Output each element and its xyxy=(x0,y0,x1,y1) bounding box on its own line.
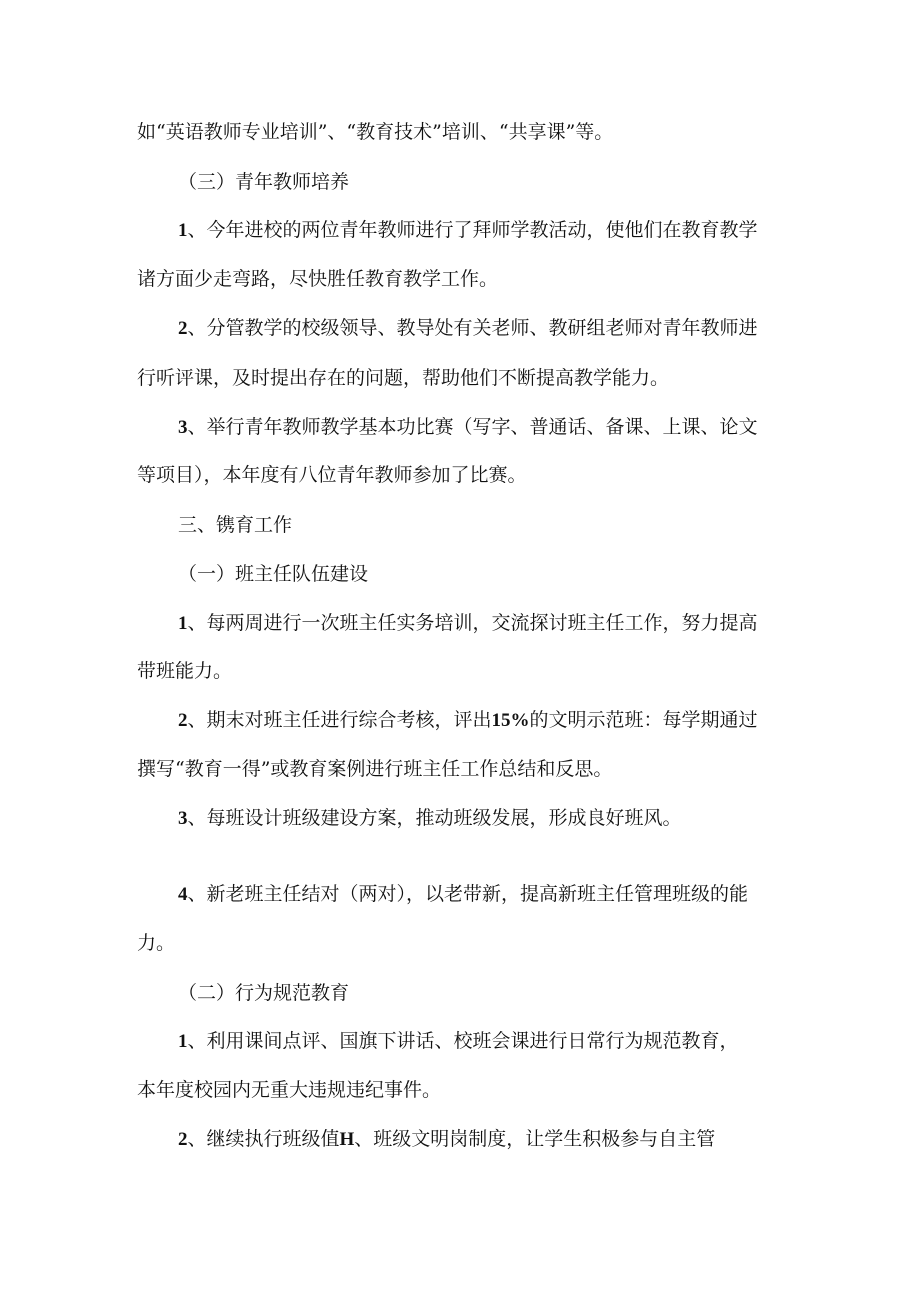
line-text: 、班级文明岗制度，让学生积极参与自主管 xyxy=(354,1128,716,1150)
paragraph-line xyxy=(137,118,613,146)
list-item-line xyxy=(178,1125,715,1154)
heading-text: （二）行为规范教育 xyxy=(178,982,350,1004)
list-item-line xyxy=(178,216,758,245)
subsection-heading xyxy=(178,979,349,1007)
item-number: 1 xyxy=(178,220,188,241)
list-item-line xyxy=(178,706,758,735)
line-text: 、新老班主任结对（两对），以老带新，提高新班主任管理班级的能 xyxy=(187,883,749,905)
heading-text: 三、镌育工作 xyxy=(178,514,293,536)
line-text: 、期末对班主任进行综合考核，评出 xyxy=(187,709,492,731)
item-number: 1 xyxy=(178,1031,188,1052)
list-item-line xyxy=(178,804,682,833)
item-number: 2 xyxy=(178,710,188,731)
list-item-line xyxy=(178,880,748,909)
line-text: 如“英语教师专业培训”、“教育技术”培训、“共享课”等。 xyxy=(137,121,614,143)
subsection-heading xyxy=(178,168,349,196)
line-text: 、利用课间点评、国旗下讲话、校班会课进行日常行为规范教育， xyxy=(187,1030,739,1052)
line-text: 行听评课，及时提出存在的问题，帮助他们不断提高教学能力。 xyxy=(137,367,670,389)
line-text: 、每班设计班级建设方案，推动班级发展，形成良好班风。 xyxy=(187,807,682,829)
percentage-value: 15% xyxy=(491,710,530,731)
paragraph-line xyxy=(137,929,175,957)
list-item-line xyxy=(178,413,758,442)
paragraph-line xyxy=(137,461,527,489)
list-item-line xyxy=(178,314,758,343)
paragraph-line xyxy=(137,265,498,293)
paragraph-line xyxy=(137,1076,441,1104)
line-text: 诸方面少走弯路，尽快胜任教育教学工作。 xyxy=(137,268,499,290)
section-heading xyxy=(178,511,292,539)
subsection-heading xyxy=(178,560,368,588)
heading-text: （一）班主任队伍建设 xyxy=(178,563,369,585)
line-text: 的文明示范班：每学期通过 xyxy=(529,709,758,731)
item-number: 1 xyxy=(178,613,188,634)
line-text: 、继续执行班级值 xyxy=(187,1128,340,1150)
line-text: 、举行青年教师教学基本功比赛（写字、普通话、备课、上课、论文 xyxy=(187,416,758,438)
paragraph-line xyxy=(137,657,232,685)
paragraph-line xyxy=(137,755,612,783)
paragraph-line xyxy=(137,364,669,392)
item-number: 3 xyxy=(178,417,188,438)
line-text: 等项目），本年度有八位青年教师参加了比赛。 xyxy=(137,464,527,486)
line-text: 、今年进校的两位青年教师进行了拜师学教活动，使他们在教育教学 xyxy=(187,219,758,241)
line-text: 带班能力。 xyxy=(137,660,233,682)
line-text: 撰写“教育一得”或教育案例进行班主任工作总结和反思。 xyxy=(137,758,613,780)
line-text: 、每两周进行一次班主任实务培训，交流探讨班主任工作，努力提高 xyxy=(187,612,758,634)
ocr-letter: H xyxy=(339,1129,355,1150)
line-text: 、分管教学的校级领导、教导处有关老师、教研组老师对青年教师进 xyxy=(187,317,758,339)
item-number: 3 xyxy=(178,808,188,829)
item-number: 2 xyxy=(178,1129,188,1150)
item-number: 4 xyxy=(178,884,188,905)
heading-text: （三）青年教师培养 xyxy=(178,171,350,193)
line-text: 本年度校园内无重大违规违纪事件。 xyxy=(137,1079,442,1101)
item-number: 2 xyxy=(178,318,188,339)
line-text: 力。 xyxy=(137,932,176,954)
list-item-line xyxy=(178,1027,739,1056)
list-item-line xyxy=(178,609,758,638)
